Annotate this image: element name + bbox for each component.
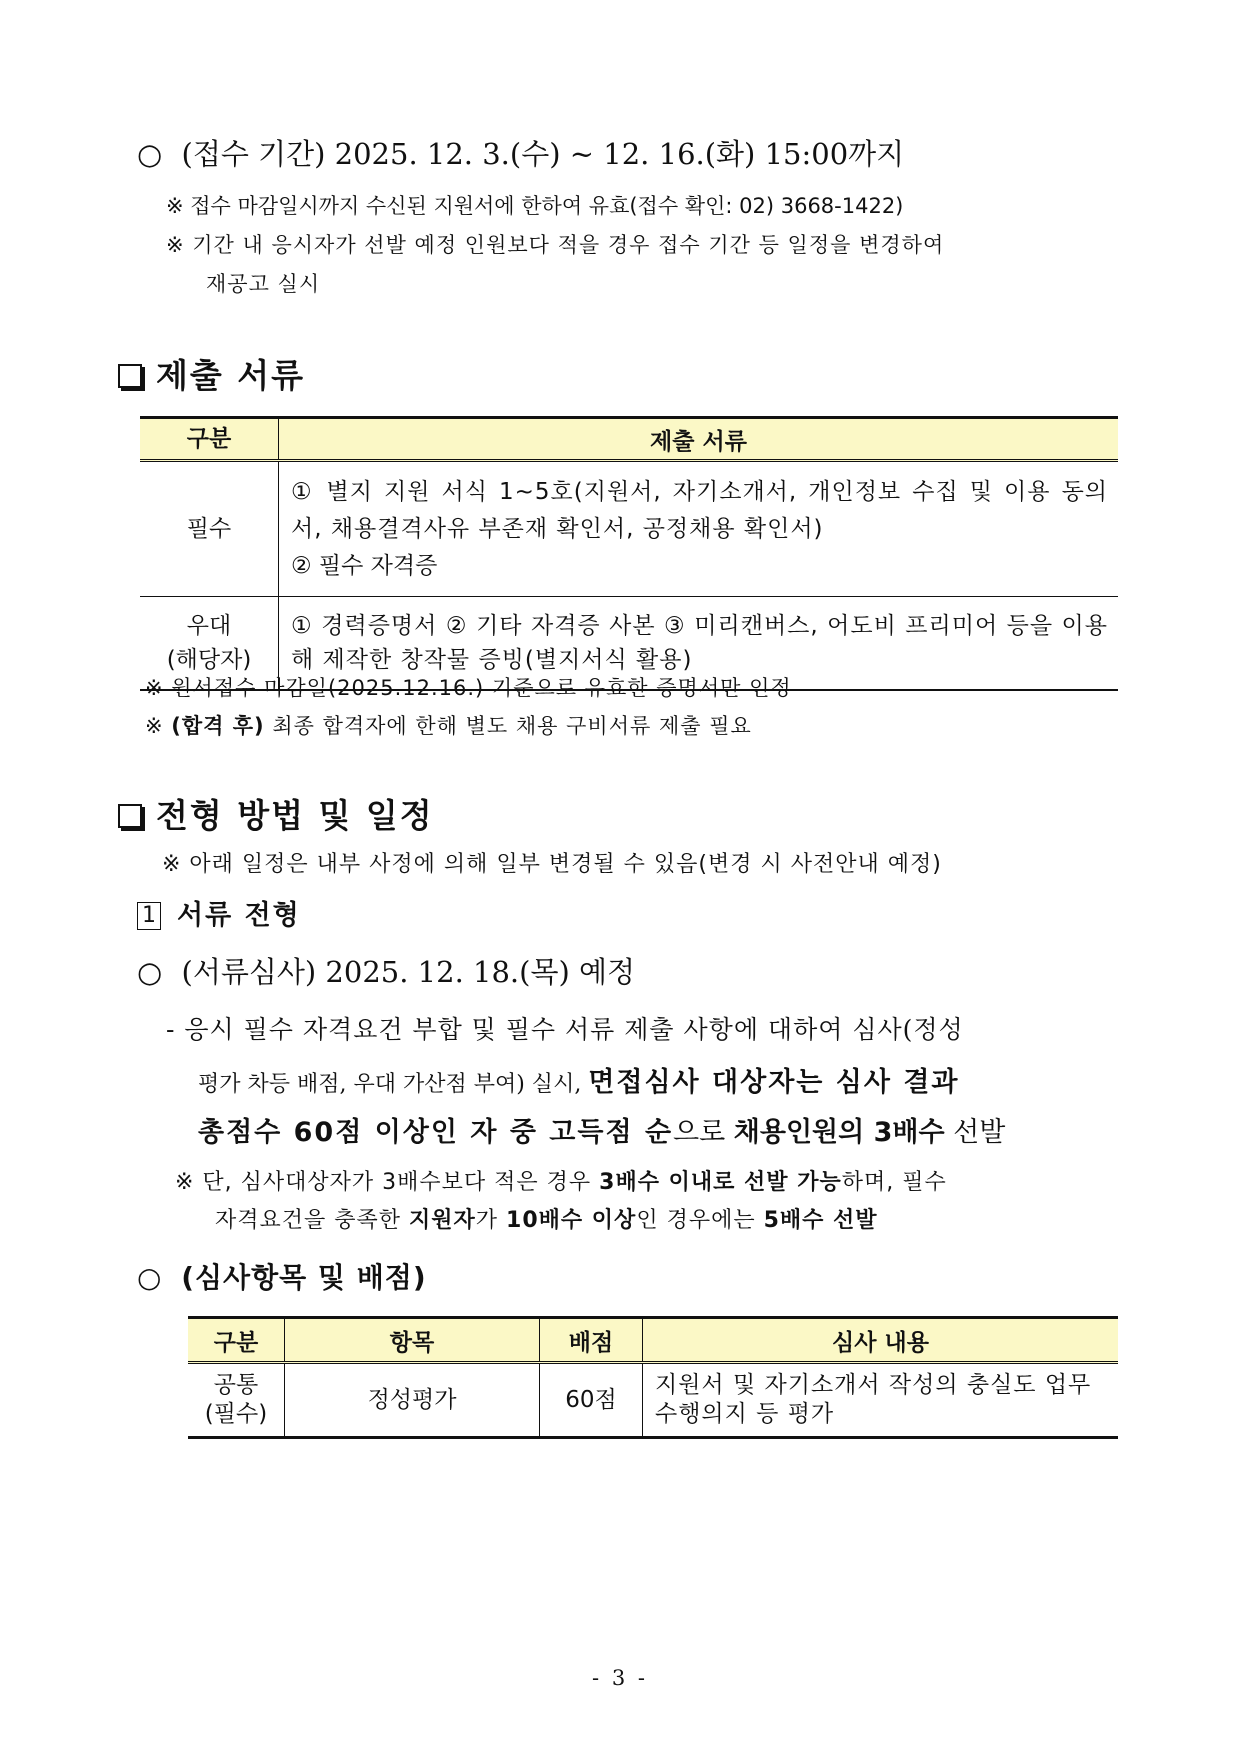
criteria-item: 정성평가: [285, 1363, 540, 1438]
required-docs-item-2: ② 필수 자격증: [291, 552, 438, 579]
criteria-table: [188, 1316, 1118, 1439]
circle-bullet: ○: [137, 955, 163, 989]
table-row: [188, 1363, 1118, 1438]
criteria-score: 60점: [540, 1363, 643, 1438]
page-number: - 3 -: [592, 1666, 648, 1690]
reception-note-2-line2: 재공고 실시: [206, 272, 321, 296]
documents-note-1: ※ 원서접수 마감일(2025.12.16.) 기준으로 유효한 증명서만 인정: [145, 676, 792, 700]
row-content: ① 경력증명서 ② 기타 자격증 사본 ③ 미리캔버스, 어도비 프리미어 등을 이용해 제작한 창작물 증빙(별지서식 활용): [279, 597, 1119, 691]
review-desc-line1: - 응시 필수 자격요건 부합 및 필수 서류 제출 사항에 대하여 심사(정성: [166, 1015, 964, 1044]
reception-period: [137, 132, 904, 173]
criteria-heading: ○ (심사항목 및 배점): [137, 1261, 427, 1294]
review-subnote-line1: ※ 단, 심사대상자가 3배수보다 적은 경우 3배수 이내로 선발 가능하며, 필수: [175, 1170, 947, 1195]
criteria-header-content: 심사 내용: [643, 1318, 1119, 1363]
documents-table: [140, 416, 1118, 691]
criteria-header-category: 구분: [188, 1318, 285, 1363]
row-category: 필수: [140, 461, 279, 597]
circle-bullet: ○: [137, 1261, 162, 1294]
stage-number-box: 1: [137, 902, 161, 930]
row-content: [279, 461, 1119, 597]
review-desc-line3: 총점수 60점 이상인 자 중 고득점 순으로 채용인원의 3배수 선발: [198, 1117, 1006, 1148]
documents-header-content: 제출 서류: [279, 418, 1119, 461]
reception-period-text: (접수 기간) 2025. 12. 3.(수) ~ 12. 16.(화) 15:00까지: [181, 137, 905, 171]
circle-bullet: ○: [137, 137, 163, 171]
checkbox-square-icon: [118, 804, 142, 828]
selection-section-title: 전형 방법 및 일정: [118, 790, 434, 837]
documents-note-2: ※ (합격 후) 최종 합격자에 한해 별도 채용 구비서류 제출 필요: [145, 714, 752, 738]
reception-note-2-line1: ※ 기간 내 응시자가 선발 예정 인원보다 적을 경우 접수 기간 등 일정을 변경하여: [166, 233, 945, 257]
criteria-header-item: 항목: [285, 1318, 540, 1363]
table-row: [140, 461, 1118, 597]
stage-title: 서류 전형: [177, 900, 301, 931]
criteria-category: 공통 (필수): [188, 1363, 285, 1438]
document-review-date: ○ (서류심사) 2025. 12. 18.(목) 예정: [137, 955, 636, 989]
checkbox-square-icon: [118, 364, 142, 388]
documents-header-category: 구분: [140, 418, 279, 461]
row-category: 우대 (해당자): [140, 597, 279, 691]
review-desc-line2: 평가 차등 배점, 우대 가산점 부여) 실시, 면접심사 대상자는 심사 결과: [198, 1067, 960, 1098]
review-subnote-line2: 자격요건을 충족한 지원자가 10배수 이상인 경우에는 5배수 선발: [215, 1208, 878, 1233]
documents-section-title: 제출 서류: [118, 350, 305, 397]
reception-note-1: ※ 접수 마감일시까지 수신된 지원서에 한하여 유효(접수 확인: 02) 3668-1422): [166, 194, 904, 218]
criteria-content: 지원서 및 자기소개서 작성의 충실도 업무 수행의지 등 평가: [643, 1363, 1119, 1438]
criteria-header-score: 배점: [540, 1318, 643, 1363]
required-docs-item-1: ① 별지 지원 서식 1~5호(지원서, 자기소개서, 개인정보 수집 및 이용 동의서, 채용결격사유 부존재 확인서, 공정채용 확인서): [291, 478, 1108, 542]
stage-heading: [137, 893, 301, 932]
selection-note: ※ 아래 일정은 내부 사정에 의해 일부 변경될 수 있음(변경 시 사전안내 예정): [162, 852, 942, 877]
